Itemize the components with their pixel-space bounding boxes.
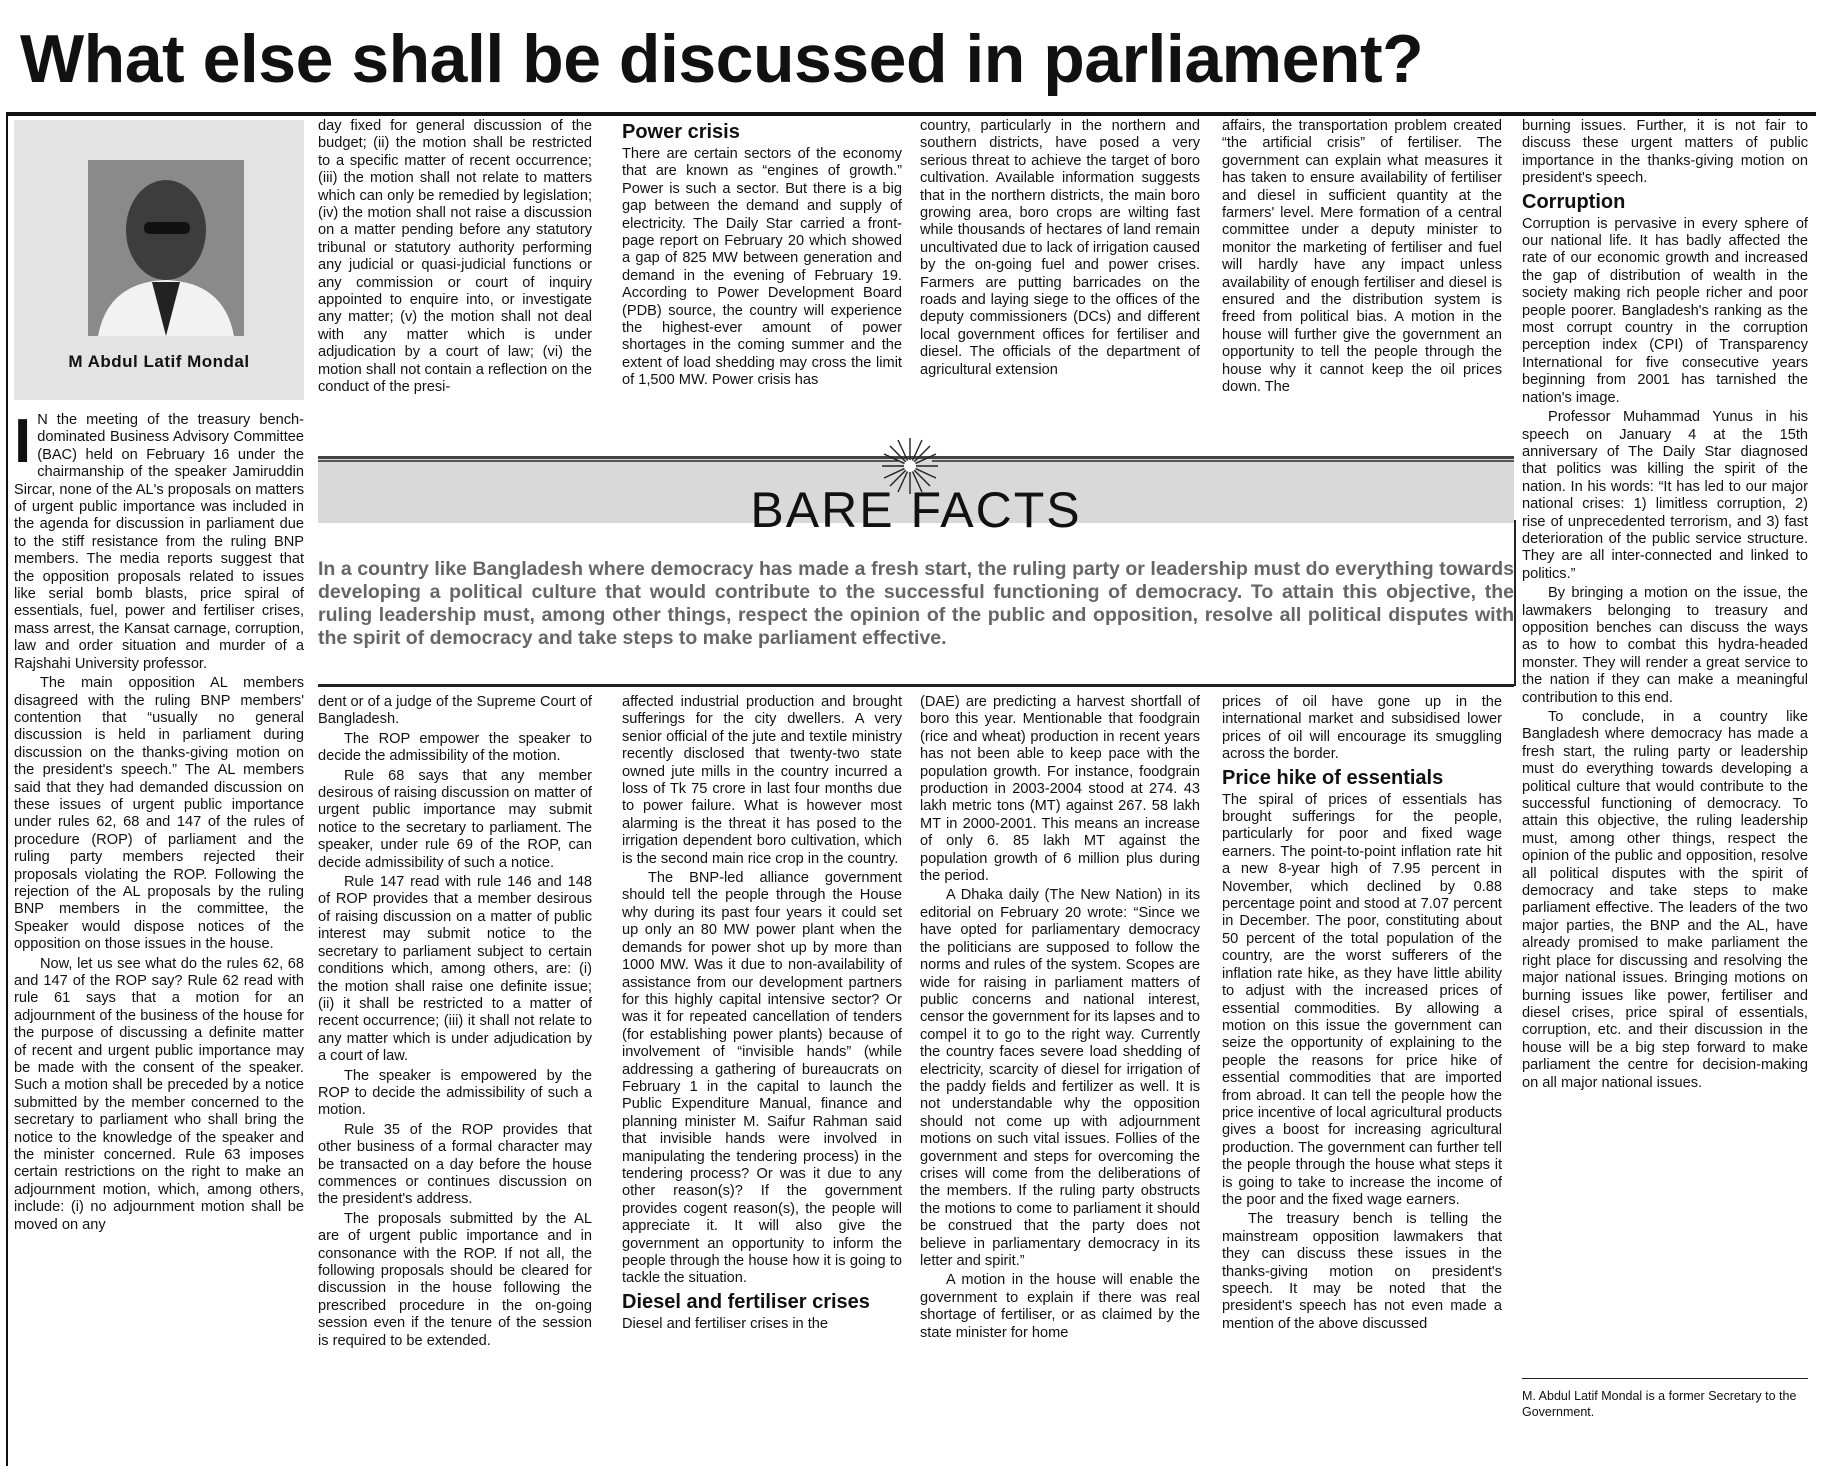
column-5-bottom: [1222, 694, 1502, 1464]
footnote-rule: [1522, 1378, 1808, 1379]
col4-top-p1: country, particularly in the northern and southern districts, have posed a very serious threat to achieve the target of boro cultivation. Available information suggests that in the northern districts, the main boro growing area, boro crops are wilting fast while thousands of hectares of land remain uncultivated due to lack of irrigation caused by the on-going fuel and power crises. Farmers are putting barricades on the roads and laying siege to the offices of the deputy commissioners (DCs) and different local government offices for fertiliser and diesel. The officials of the department of agricultural extension: [920, 118, 1200, 378]
col4-p3: A motion in the house will enable the government to explain if there was real shortage of fertiliser, or as claimed by the state minister for home: [920, 1272, 1200, 1341]
heading-diesel-fertiliser: Diesel and fertiliser crises: [622, 1290, 870, 1313]
column-2-bottom: [318, 694, 592, 1464]
bare-facts-rule-right: [932, 460, 1514, 462]
col5-top-p1: affairs, the transportation problem created “the artificial crisis” of fertiliser. The government can explain what measures it has taken to ensure availability of fertiliser and diesel in sufficient quantity at the farmers' level. Mere formation of a central committee under a deputy minister to monitor the marketing of fertiliser and fuel will hardly have any impact unless availability of enough fertiliser and diesel is ensured and the distribution system is freed from political bias. A motion in the house will further give the government an opportunity to tell the people through the house why it cannot keep the oil prices down. The: [1222, 118, 1502, 396]
col2-p6: Rule 35 of the ROP provides that other business of a formal character may be transacted on a day before the house commences or continues discussion on the president's address.: [318, 1121, 592, 1208]
col1-p1: N the meeting of the treasury bench-dominated Business Advisory Committee (BAC) held on February 16 under the chairmanship of the speaker Jamiruddin Sircar, none of the AL's proposals on matters of urgent public importance was included in the agenda for discussion in parliament due to the stiff resistance from the ruling BNP members. The media reports suggest that the opposition proposals related to issues like serial bomb blasts, price spiral of essentials, fuel, power and fertiliser crises, mass arrest, the Kansat carnage, corruption, law and order situation and murder of a Rajshahi University professor.: [14, 412, 304, 672]
heading-power-crisis: Power crisis: [622, 121, 740, 143]
author-footnote: M. Abdul Latif Mondal is a former Secretary to the Government.: [1522, 1389, 1797, 1419]
lead-paragraph: [14, 412, 304, 673]
bare-facts-text: In a country like Bangladesh where democracy has made a fresh start, the ruling party or leadership must do everything towards developing a political culture that would contribute to the successful functioning of democracy. To attain this objective, the ruling leadership must, among other things, respect the opinion of the public and opposition, resolve all political disputes with the spirit of democracy and take steps to make parliament effective.: [318, 558, 1514, 649]
heading-corruption: Corruption: [1522, 190, 1626, 213]
col1-p2: The main opposition AL members disagreed with the ruling BNP members' contention that “usually no general discussion is held in parliament during discussion on the thanks-giving motion on the president's speech.” The AL members said that they had demanded discussion on these issues of urgent public importance under rules 62, 68 and 147 of the rules of procedure (ROP) of parliament and the ruling party members rejected their proposals violating the ROP. Following the rejection of the AL proposals by the ruling BNP members in the committee, the Speaker would dispose notices of the opposition on those issues in the house.: [14, 675, 304, 953]
bare-facts-rule-left: [318, 460, 898, 462]
bare-facts-side-rule: [1514, 520, 1516, 686]
column-3-bottom: [622, 694, 902, 1464]
headline-rule: [6, 112, 1816, 116]
col2-p4: Rule 147 read with rule 146 and 148 of ROP provides that a member desirous of raising discussion on a matter of public interest may submit notice to the secretary to parliament subject to certain conditions which, among others, are: (i) the motion shall raise one definite issue; (ii) it shall be restricted to a matter of recent occurrence; (iii) it shall not relate to any matter which is under adjudication by a court of law.: [318, 874, 592, 1065]
col2-p1: dent or of a judge of the Supreme Court of Bangladesh.: [318, 694, 592, 728]
column-4-bottom: [920, 694, 1200, 1464]
col6-p2: Corruption is pervasive in every sphere of our national life. It has badly affected the rate of our economic growth and increased the gap of distribution of wealth in the society making rich people richer and poor people poorer. Bangladesh's ranking as the most corrupt country in the corruption perception index (CPI) of Transparency International for five consecutive years beginning from 2001 has tarnished the nation's image.: [1522, 215, 1808, 406]
col2-p3: Rule 68 says that any member desirous of raising discussion on matter of urgent public importance may submit notice to the secretary to parliament. The speaker, under rule 69 of the ROP, can decide admissibility of such a notice.: [318, 767, 592, 871]
col5-p1: prices of oil have gone up in the international market and subsidised lower prices of oil will encourage its smuggling across the border.: [1222, 694, 1502, 763]
col3-top-p1: There are certain sectors of the economy that are known as “engines of growth.” Power is such a sector. But there is a big gap between the demand and supply of electricity. The Daily Star carried a front-page report on February 20 which showed a gap of 825 MW between generation and demand in the evening of February 19. According to Power Development Board (PDB) source, the country will experience the highest-ever amount of power shortages in the coming summer and the extent of load shedding may cross the limit of 1,500 MW. Power crisis has: [622, 146, 902, 389]
col6-p4: By bringing a motion on the issue, the lawmakers belonging to treasury and opposition benches can discuss the ways as to how to combat this hydra-headed monster. They will render a great service to the nation if they can make a meaningful contribution to this end.: [1522, 585, 1808, 706]
left-border-rule: [6, 112, 8, 1466]
author-byline: M Abdul Latif Mondal: [68, 352, 250, 371]
col6-p5: To conclude, in a country like Bangladesh where democracy has made a fresh start, the ruling party or leadership must do everything towards developing a political culture that would contribute to the successful functioning of democracy. To attain this objective, the ruling leadership must, among other things, respect the opinion of the public and opposition, resolve all political disputes with the spirit of democracy and take steps to make parliament effective. The leaders of the two major parties, the BNP and the AL, have already promised to make parliament the right place for discussing and resolving the major national issues. Bringing motions on burning issues like power, fertiliser and diesel crises, price spiral of essentials, corruption, etc. and their discussion in the house will be a big step forward to make parliament the centre for decision-making on all major national issues.: [1522, 709, 1808, 1091]
bare-facts-title: BARE FACTS: [750, 482, 1082, 538]
column-3-top: [622, 118, 902, 438]
headline: What else shall be discussed in parliament?: [20, 21, 1424, 97]
bare-facts-bottom-rule: [318, 684, 1514, 687]
col3-p1: affected industrial production and brought sufferings for the city dwellers. A very senior official of the jute and textile ministry recently disclosed that twenty-two state owned jute mills in the country incurred a loss of Tk 75 crore in last four months due to power failure. What is however most alarming is the threat it has posed to the irrigation dependent boro cultivation, which is the second main rice crop in the country.: [622, 694, 902, 867]
col3-p2: The BNP-led alliance government should tell the people through the House why during its past four years it could set up only an 80 MW power plant when the demands for power shot up by more than 1000 MW. Was it due to non-availability of assistance from our development partners for this highly capital intensive sector? Or was it for repeated cancellation of tenders (for establishing power plants) because of involvement of “invisible hands” (while addressing a gathering of bureaucrats on February 1 in the capital to launch the Public Expenditure Manual, finance and planning minister M. Saifur Rahman said that invisible hands were involved in manipulating the tendering process) in the tendering process? Or was it due to any other reason(s)? If the government provides cogent reason(s), the people will appreciate it. It will also give the government an opportunity to inform the people through the house how it is going to tackle the situation.: [622, 870, 902, 1287]
column-4-top: [920, 118, 1200, 438]
author-portrait: [88, 160, 244, 336]
col6-p3: Professor Muhammad Yunus in his speech on January 4 at the 15th anniversary of The Daily Star diagnosed that politics was killing the spirit of the nation. In his words: “It has led to our major national crises: 1) limitless corruption, 2) rise of unprecedented terrorism, and 3) fast deterioration of the public service structure. They are all inter-connected and linked to politics.”: [1522, 409, 1808, 582]
col5-p2: The spiral of prices of essentials has brought sufferings for the people, particularly for poor and fixed wage earners. The point-to-point inflation rate hit a new 8-year high of 7.95 percent in November, which declined by 0.88 percentage point and stood at 7.07 percent in December. The poor, constituting about 50 percent of the total population of the country, are the worst sufferers of the inflation rate hike, as they have little ability to adjust with the increased prices of essential commodities. By allowing a motion on this issue the government can seize the opportunity of explaining to the people the reasons for price hike of essential commodities that are imported from abroad. It can tell the people how the price incentive of local agricultural products gives a boost for increasing agricultural production. The government can further tell the people through the house what steps it is going to take to increase the income of the poor and the fixed wage earners.: [1222, 791, 1502, 1208]
column-5-top: [1222, 118, 1502, 438]
col4-p2: A Dhaka daily (The New Nation) in its editorial on February 20 wrote: “Since we have opted for parliamentary democracy the politicians are supposed to follow the norms and rules of the system. Scopes are wide for raising in parliament matters of public concerns and national interest, censor the government for its lapses and to compel it to go to the right way. Currently the country faces severe load shedding of electricity, scarcity of diesel for irrigation of the paddy fields and fertilizer as well. It is not understandable why the opposition should not come up with adjournment motions on such vital issues. Follies of the government and steps for overcoming the crises will come from the deliberations of the members. If the ruling party obstructs the motions to come to parliament it should be construed that the party does not believe in parliamentary democracy in its letter and spirit.”: [920, 887, 1200, 1269]
heading-price-hike: Price hike of essentials: [1222, 766, 1444, 789]
col2-p5: The speaker is empowered by the ROP to decide the admissibility of such a motion.: [318, 1067, 592, 1119]
col5-p3: The treasury bench is telling the mainstream opposition lawmakers that they can discuss these issues in the thanks-giving motion on president's speech. It may be noted that the president's speech has not even made a mention of the above discussed: [1222, 1211, 1502, 1332]
col4-p1: (DAE) are predicting a harvest shortfall of boro this year. Mentionable that foodgrain (rice and wheat) production in recent years has not been able to keep pace with the population growth. For instance, foodgrain production in 2003-2004 stood at 274. 43 lakh metric tons (MT) against 267. 58 lakh MT in 2000-2001. This means an increase of only 6. 85 lakh MT against the population growth of 6 million plus during the period.: [920, 694, 1200, 885]
column-6: [1522, 118, 1808, 1374]
column-2-top: [318, 118, 592, 438]
col3-p3: Diesel and fertiliser crises in the: [622, 1315, 829, 1332]
col2-p7: The proposals submitted by the AL are of urgent public importance and in consonance with the ROP. If not all, the following proposals should be cleared for discussion in the house following the prescribed procedure in the on-going session even if the tenure of the session is required to be extended.: [318, 1210, 592, 1349]
portrait-image: [88, 160, 244, 336]
col1-p3: Now, let us see what do the rules 62, 68 and 147 of the ROP say? Rule 62 read with rule 61 says that a motion for an adjournment of the business of the house for the purpose of discussing a definite matter of recent and urgent public importance may be made with the consent of the speaker. Such a motion shall be preceded by a notice submitted by the member concerned to the secretary to parliament who shall bring the notice to the knowledge of the speaker and the minister concerned. Rule 63 imposes certain restrictions on the right to make an adjournment motion, which, among others, include: (i) no adjournment motion shall be moved on any: [14, 955, 304, 1233]
col2-top-p1: day fixed for general discussion of the budget; (ii) the motion shall be restricted to a specific matter of recent occurrence; (iii) the motion shall not relate to matters which can only be remedied by legislation; (iv) the motion shall not raise a discussion on a matter pending before any statutory tribunal or statutory authority performing any judicial or quasi-judicial functions or any commission or court of inquiry appointed to enquire into, or investigate any matter; (v) the motion shall not deal with any matter which is under adjudication by a court of law; (vi) the motion shall not contain a reflection on the conduct of the presi-: [318, 118, 592, 396]
column-1: [14, 412, 304, 1462]
col2-p2: The ROP empower the speaker to decide the admissibility of the motion.: [318, 730, 592, 765]
dropcap: I: [14, 412, 32, 476]
col6-p1: burning issues. Further, it is not fair to discuss these urgent matters of public importance in the thanks-giving motion on president's speech.: [1522, 118, 1808, 187]
